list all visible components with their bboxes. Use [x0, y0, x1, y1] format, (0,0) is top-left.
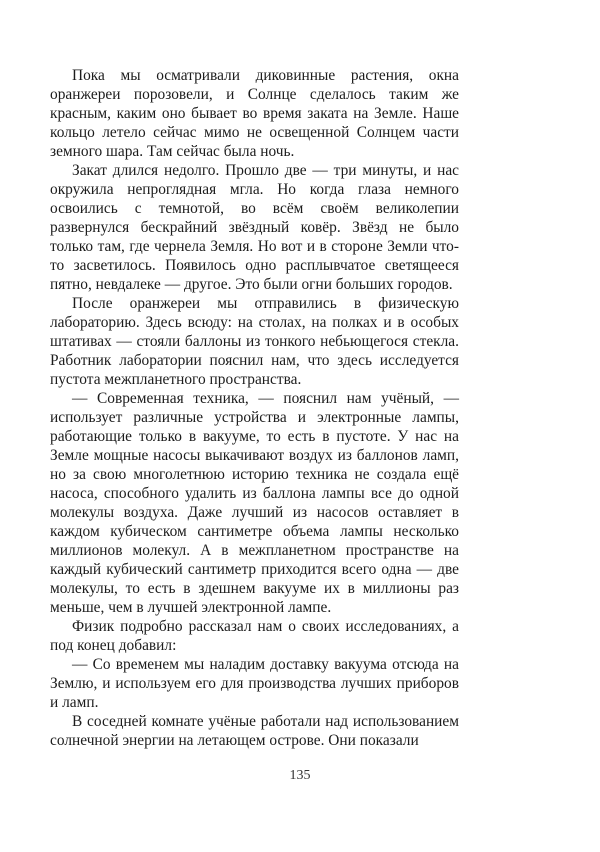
body-text	[50, 66, 459, 750]
paragraph-6: — Со временем мы наладим доставку вакуума отсюда на Землю, и используем его для производства лучших приборов и ламп.	[50, 656, 459, 711]
paragraph-3: После оранжереи мы отправились в физическую лабораторию. Здесь всюду: на столах, на полках и в особых штативах — стояли баллоны из тонкого небьющегося стекла. Работник лаборатории пояснил нам, что здесь исследуется пустота межпланетного пространства.	[50, 295, 459, 388]
paragraph-1: Пока мы осматривали диковинные растения, окна оранжереи порозовели, и Солнце сделалось таким же красным, каким оно бывает во время заката на Земле. Наше кольцо летело сейчас мимо не освещенной Солнцем части земного шара. Там сейчас была ночь.	[50, 67, 459, 160]
paragraph-2: Закат длился недолго. Прошло две — три минуты, и нас окружила непроглядная мгла. Но когда глаза немного освоились с темнотой, во всём своём великолепии развернулся бескрайний звёздный ковёр. Звёзд не было только там, где чернела Земля. Но вот и в стороне Земли что-то засветилось. Появилось одно расплывчатое светящееся пятно, невдалеке — другое. Это были огни больших городов.	[50, 162, 459, 293]
page-number: 135	[289, 768, 311, 783]
paragraph-7: В соседней комнате учёные работали над использованием солнечной энергии на летающем острове. Они показали	[50, 713, 459, 749]
paragraph-4: — Современная техника, — пояснил нам учёный, — использует различные устройства и электронные лампы, работающие только в вакууме, то есть в пустоте. У нас на Земле мощные насосы выкачивают воздух из баллонов ламп, но за свою многолетнюю историю техника не создала ещё насоса, способного удалить из баллона лампы все до одной молекулы воздуха. Даже лучший из насосов оставляет в каждом кубическом сантиметре объема лампы несколько миллионов молекул. А в межпланетном пространстве на каждый кубический сантиметр приходится всего одна — две молекулы, то есть в здешнем вакууме их в миллионы раз меньше, чем в лучшей электронной лампе.	[50, 390, 459, 616]
paragraph-5: Физик подробно рассказал нам о своих исследованиях, а под конец добавил:	[50, 618, 459, 654]
